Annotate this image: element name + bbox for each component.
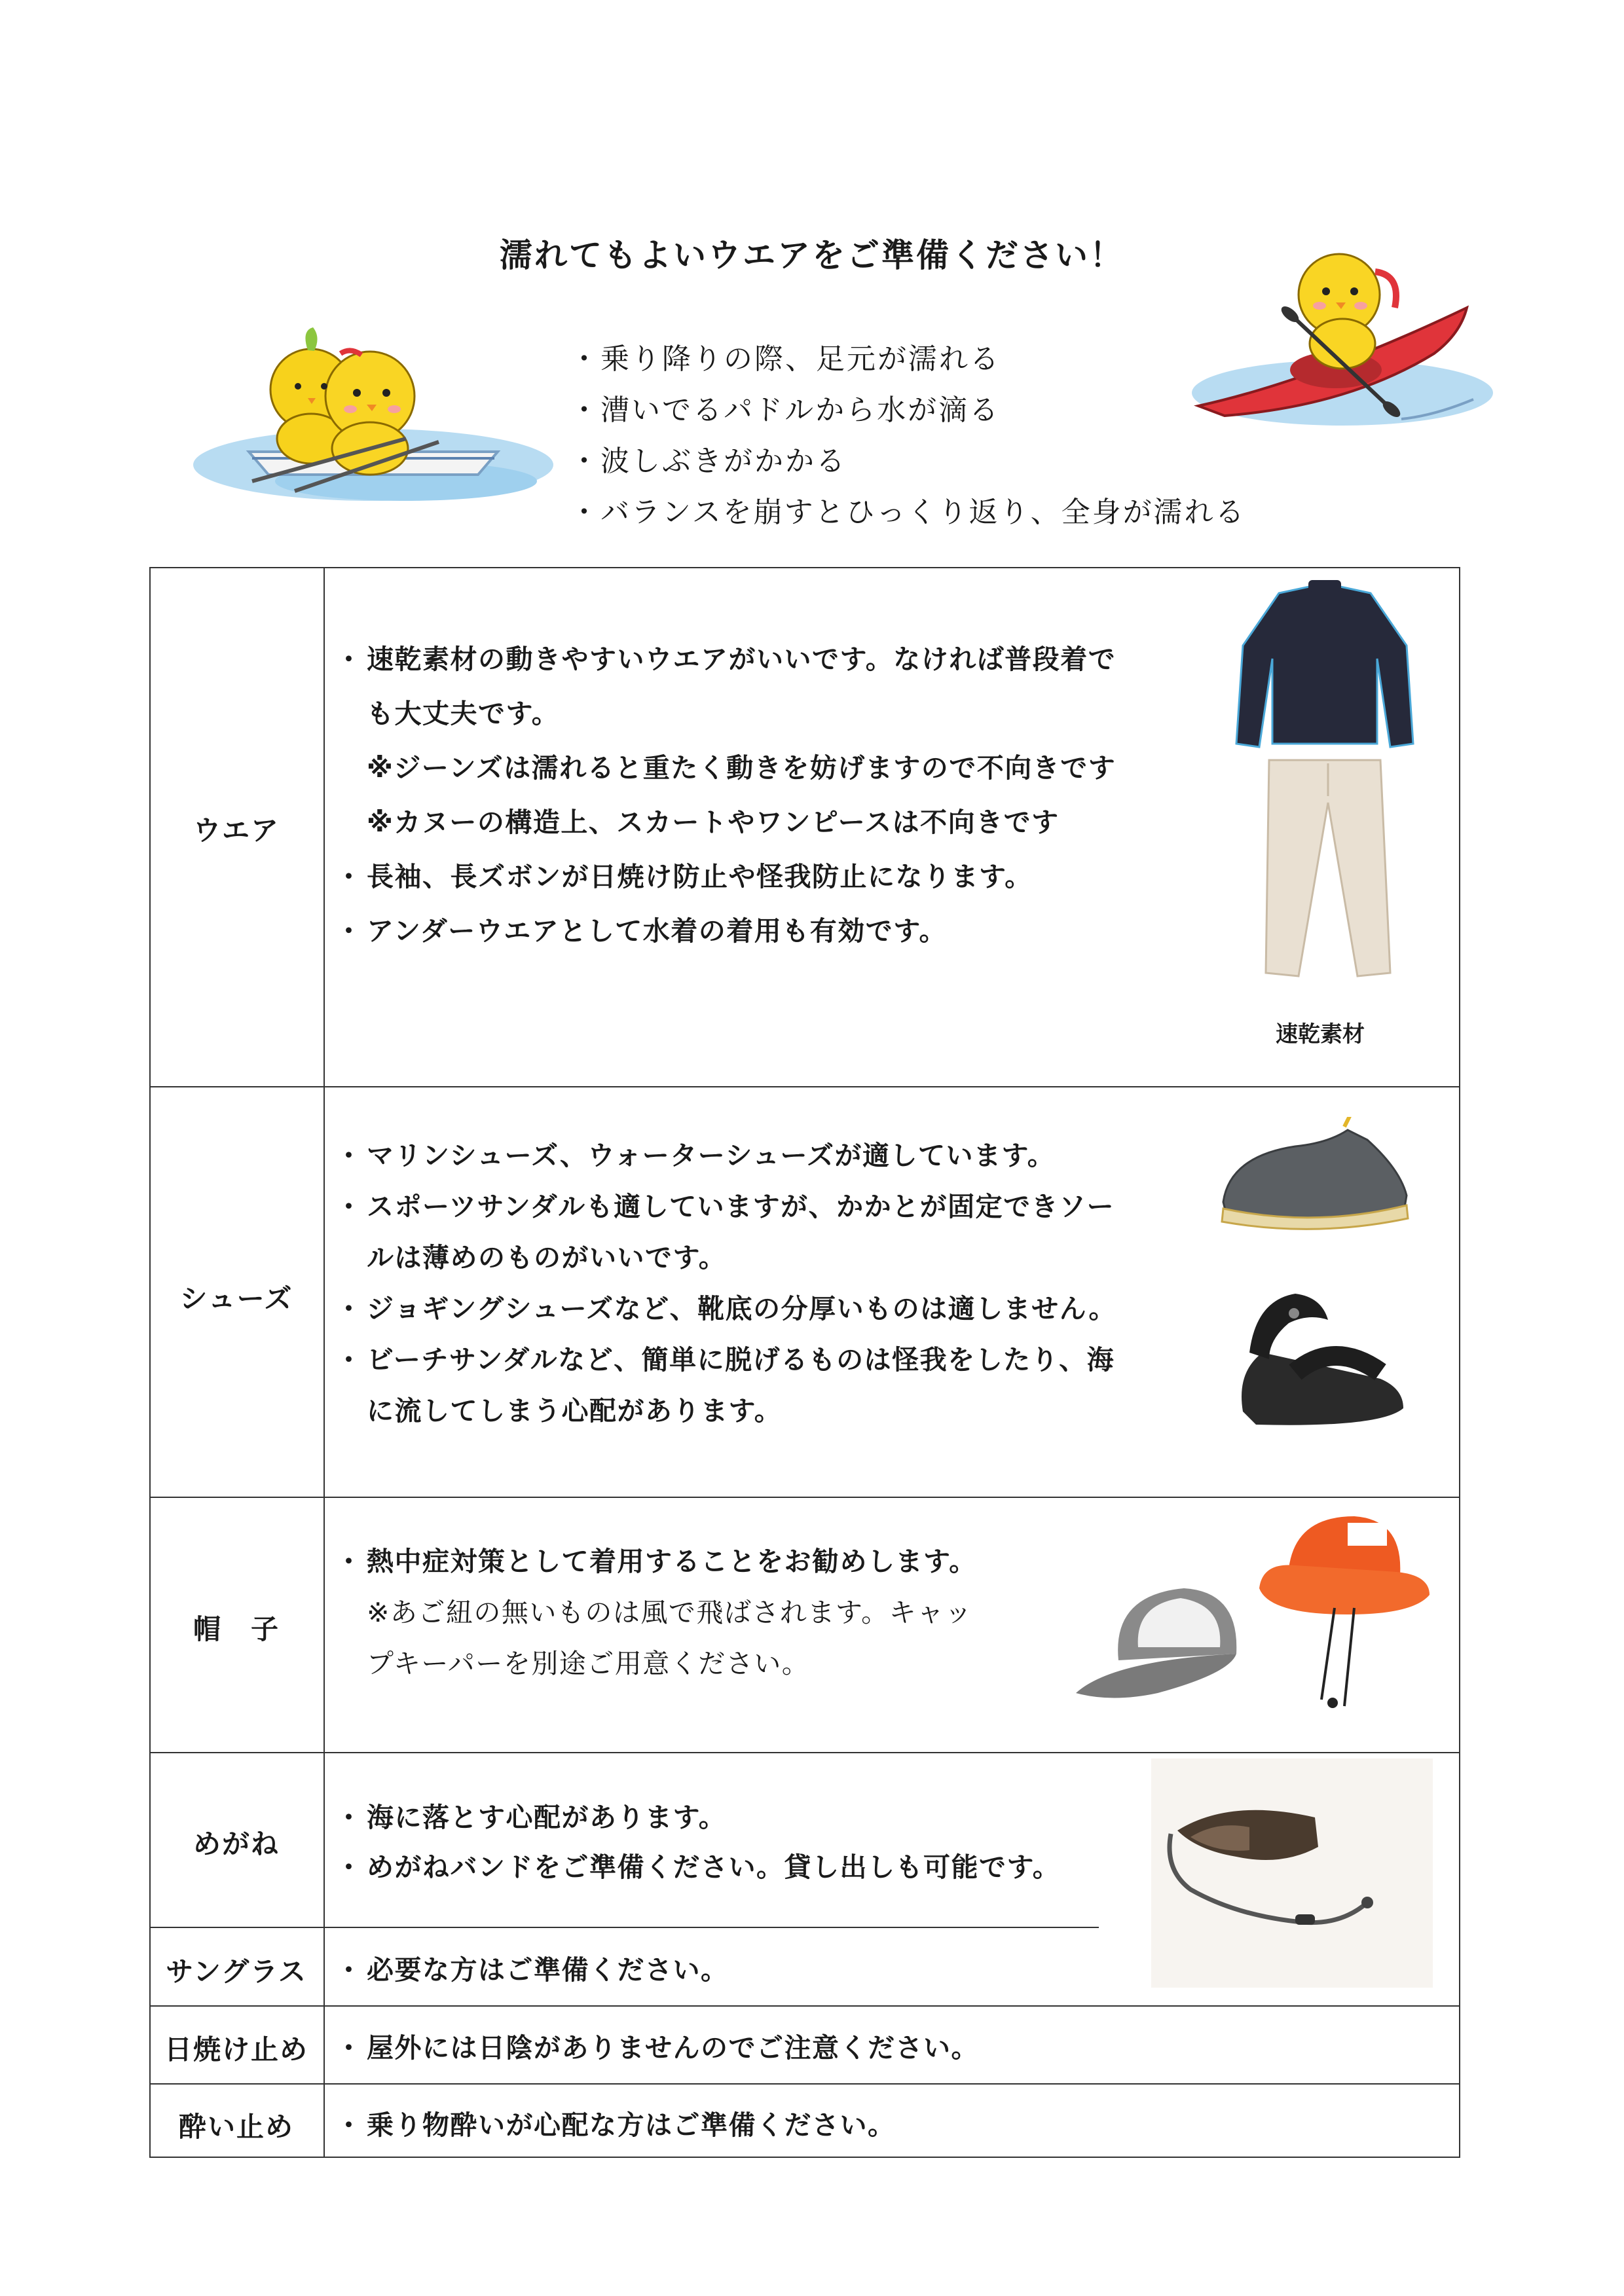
sunglasses-line	[335, 1948, 729, 1987]
glasses-line	[335, 1793, 1060, 1842]
wear-line: ※カヌーの構造上、スカートやワンピースは不向きです	[367, 807, 1060, 838]
motion-sickness-line-text: 乗り物酔いが心配な方はご準備ください。	[367, 2109, 896, 2141]
row-label-motion-sickness: 酔い止め	[178, 2111, 294, 2143]
wear-line	[335, 632, 1116, 687]
glasses-details	[335, 1793, 1060, 1892]
wear-line	[335, 904, 1116, 958]
shoes-line	[335, 1334, 1116, 1385]
shoes-line-text: ジョギングシューズなど、靴底の分厚いものは適しません。	[367, 1293, 1117, 1324]
bullet-mark: ・	[335, 1546, 363, 1577]
shoes-line	[335, 1130, 1116, 1181]
shoes-line-text: マリンシューズ、ウォーターシューズが適しています。	[367, 1140, 1056, 1171]
bullet-mark: ・	[335, 644, 363, 675]
row-label-hat: 帽 子	[193, 1613, 280, 1645]
bullet-mark: ・	[335, 1954, 363, 1986]
sunscreen-details	[335, 2026, 979, 2065]
shoes-line: ルは薄めのものがいいです。	[367, 1242, 727, 1273]
sunscreen-line	[335, 2026, 979, 2065]
bullet-mark: ・	[335, 915, 363, 947]
wear-line-text: アンダーウエアとして水着の着用も有効です。	[367, 915, 947, 947]
row-label-shoes: シューズ	[179, 1283, 293, 1315]
cap-image	[1073, 1569, 1263, 1706]
glasses-line-text: 海に落とす心配があります。	[367, 1802, 727, 1833]
bucket-hat-image	[1256, 1510, 1433, 1726]
row-label-glasses: めがね	[193, 1828, 280, 1860]
bullet-mark: ・	[335, 861, 363, 892]
intro-bullet: ・波しぶきがかかる	[570, 445, 847, 478]
wear-details	[335, 632, 1116, 958]
sport-sandal-image	[1217, 1274, 1413, 1438]
wear-line	[335, 850, 1116, 904]
shoes-line	[335, 1181, 1116, 1232]
page-title: 濡れてもよいウエアをご準備ください！	[500, 236, 1124, 274]
row-divider	[149, 2083, 1460, 2085]
row-divider	[149, 2005, 1460, 2007]
sunglasses-with-strap-image	[1151, 1758, 1433, 1988]
bullet-mark: ・	[335, 1140, 363, 1171]
shoes-line: に流してしまう心配があります。	[367, 1395, 783, 1427]
sunscreen-line-text: 屋外には日陰がありませんのでご注意ください。	[367, 2032, 979, 2064]
bullet-mark: ・	[335, 1191, 363, 1222]
water-shoe-image	[1217, 1117, 1413, 1235]
wear-line: ※ジーンズは濡れると重たく動きを妨げますので不向きです	[367, 752, 1116, 784]
clothing-guide-table	[149, 567, 1460, 2158]
bullet-mark: ・	[335, 1293, 363, 1324]
shoes-line-text: ビーチサンダルなど、簡単に脱げるものは怪我をしたり、海	[367, 1344, 1115, 1376]
motion-sickness-details	[335, 2104, 896, 2142]
quick-dry-wear-image	[1230, 580, 1420, 999]
row-label-wear: ウエア	[193, 814, 280, 847]
wear-line: も大丈夫です。	[367, 698, 560, 729]
sunglasses-details	[335, 1948, 729, 1987]
quick-dry-caption: 速乾素材	[1276, 1021, 1365, 1048]
hat-details	[335, 1536, 977, 1689]
hat-line: プキーパーを別途ご用意ください。	[367, 1648, 810, 1679]
hat-line-text: 熱中症対策として着用することをお勧めします。	[367, 1546, 977, 1577]
bullet-mark: ・	[335, 2032, 363, 2064]
glasses-line	[335, 1842, 1060, 1892]
bullet-mark: ・	[335, 1344, 363, 1376]
hat-line	[335, 1536, 977, 1587]
row-label-sunglasses: サングラス	[166, 1956, 307, 1988]
bullet-mark: ・	[335, 2109, 363, 2141]
glasses-line-text: めがねバンドをご準備ください。貸し出しも可能です。	[367, 1851, 1061, 1883]
row-divider	[149, 1497, 1460, 1498]
shoes-line	[335, 1283, 1116, 1334]
row-label-sunscreen: 日焼け止め	[164, 2033, 308, 2066]
sunglasses-line-text: 必要な方はご準備ください。	[367, 1954, 729, 1986]
shoes-details	[335, 1130, 1116, 1436]
column-divider	[323, 567, 325, 2158]
intro-bullet: ・乗り降りの際、足元が濡れる	[570, 342, 1001, 376]
intro-bullet: ・バランスを崩すとひっくり返り、全身が濡れる	[570, 496, 1246, 529]
row-divider	[149, 1752, 1460, 1753]
row-divider	[149, 1927, 1099, 1928]
row-divider	[149, 1086, 1460, 1087]
bullet-mark: ・	[335, 1851, 363, 1883]
bullet-mark: ・	[335, 1802, 363, 1833]
shoes-line-text: スポーツサンダルも適していますが、かかとが固定できソー	[367, 1191, 1115, 1222]
intro-bullet: ・漕いでるパドルから水が滴る	[570, 393, 1001, 427]
wear-line-text: 長袖、長ズボンが日焼け防止や怪我防止になります。	[367, 861, 1033, 892]
intro-bullet-list	[570, 334, 1246, 538]
motion-sickness-line	[335, 2104, 896, 2142]
rowing-chicks-illustration	[190, 301, 557, 517]
wear-line-text: 速乾素材の動きやすいウエアがいいです。なければ普段着で	[367, 644, 1116, 675]
hat-line: ※あご紐の無いものは風で飛ばされます。キャッ	[367, 1597, 973, 1628]
